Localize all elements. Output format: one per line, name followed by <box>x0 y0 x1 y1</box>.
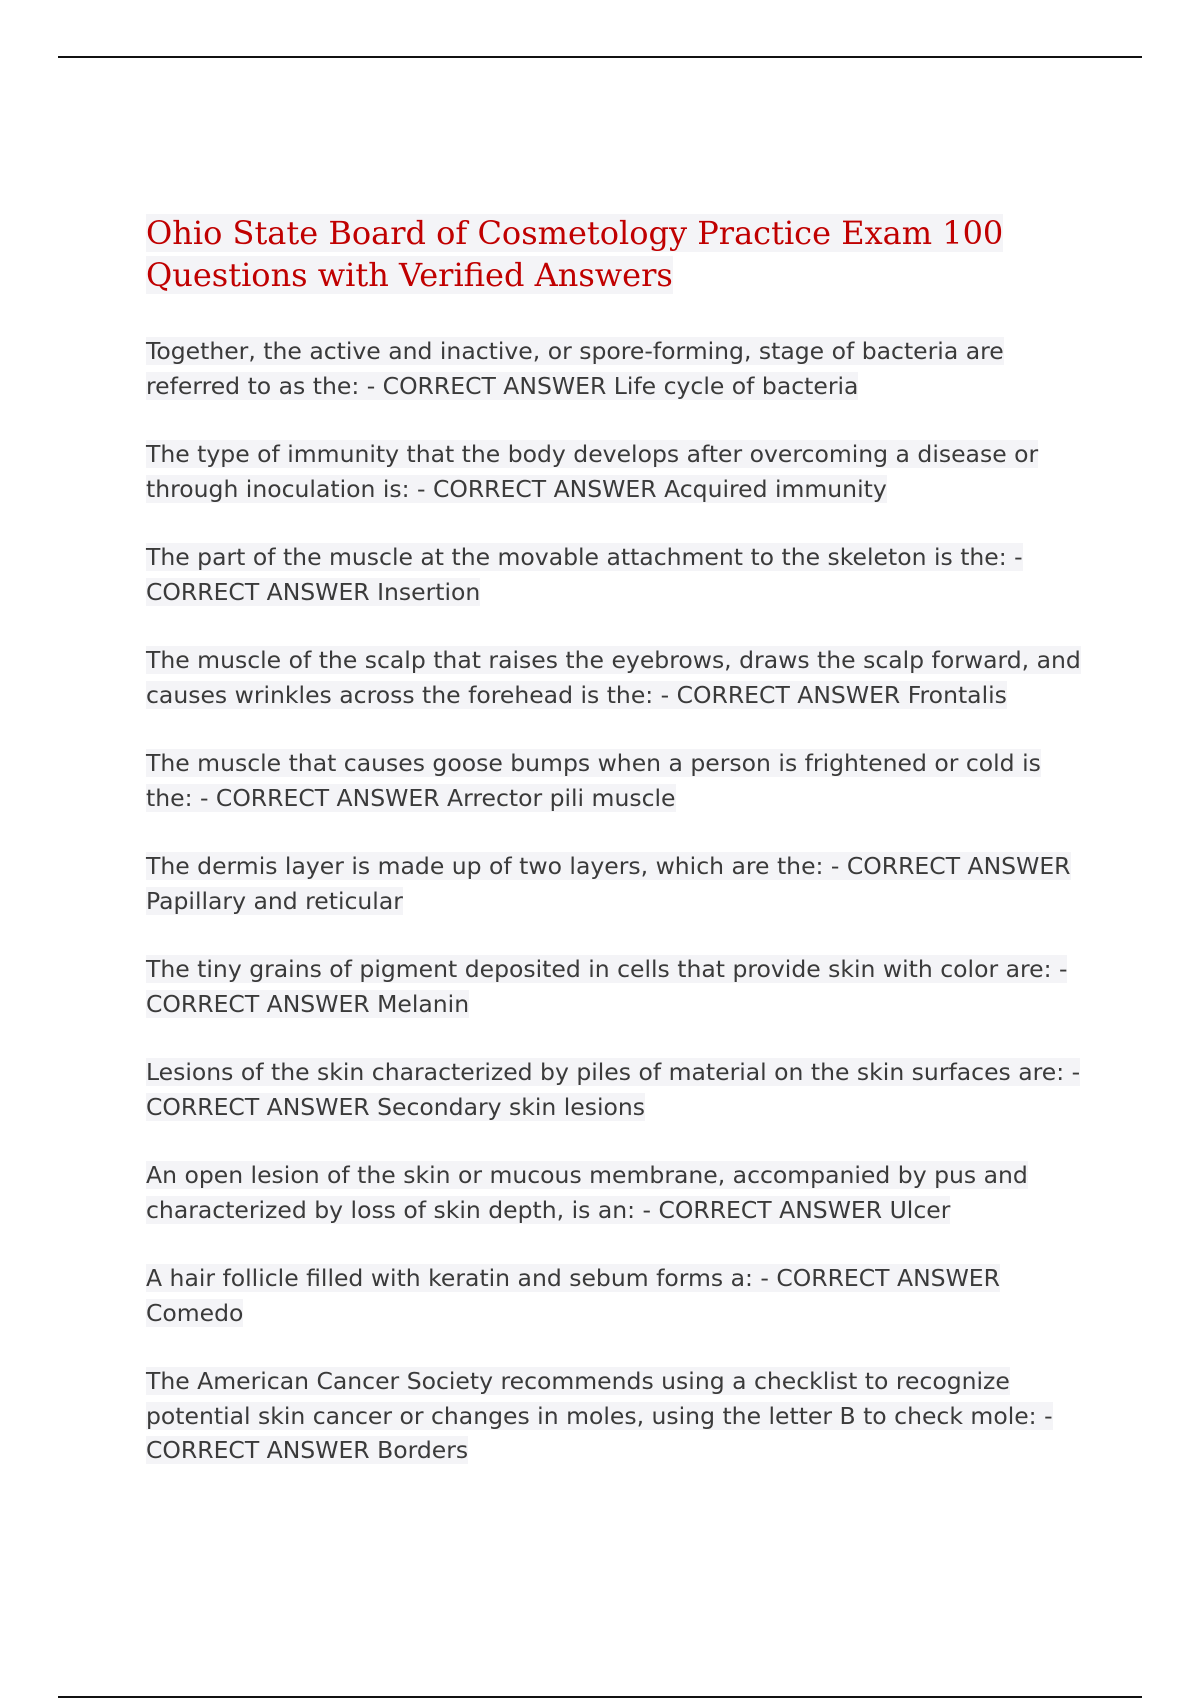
answer-text: Melanin <box>377 989 470 1018</box>
qa-item-10 <box>146 1261 1086 1330</box>
question-text: The type of immunity that the body develops after overcoming a disease or through inoculation is: <box>146 440 1039 503</box>
qa-item-4 <box>146 643 1086 712</box>
qa-item-8 <box>146 1055 1086 1124</box>
question-text: The part of the muscle at the movable attachment to the skeleton is the: <box>146 543 1007 571</box>
question-text: A hair follicle filled with keratin and sebum forms a: <box>146 1264 753 1292</box>
question-text: Lesions of the skin characterized by piles of material on the skin surfaces are: <box>146 1058 1065 1086</box>
qa-item-3 <box>146 540 1086 609</box>
answer-text: Acquired immunity <box>664 474 887 503</box>
answer-separator: - CORRECT ANSWER <box>409 474 665 503</box>
answer-separator: - CORRECT ANSWER <box>192 783 448 812</box>
header-rule <box>58 56 1142 58</box>
document-title <box>146 212 1006 296</box>
qa-item-9 <box>146 1158 1086 1227</box>
answer-separator: - CORRECT ANSWER <box>653 680 908 709</box>
answer-separator: - CORRECT ANSWER <box>635 1195 890 1224</box>
question-text: The muscle of the scalp that raises the eyebrows, draws the scalp forward, and causes wrinkles across the forehead is the: <box>146 646 1081 709</box>
answer-text: Secondary skin lesions <box>377 1092 646 1121</box>
answer-text: Papillary and reticular <box>146 886 403 915</box>
answer-text: Ulcer <box>889 1195 951 1224</box>
qa-item-1 <box>146 334 1086 403</box>
question-text: The tiny grains of pigment deposited in cells that provide skin with color are: <box>146 955 1052 983</box>
qa-item-11 <box>146 1364 1086 1468</box>
answer-separator: - CORRECT ANSWER <box>359 371 614 400</box>
document-title-text: Ohio State Board of Cosmetology Practice Exam 100 Questions with Verified Answers <box>146 214 1004 294</box>
answer-separator: - CORRECT ANSWER <box>146 1401 1053 1464</box>
question-text: The dermis layer is made up of two layers, which are the: <box>146 852 824 880</box>
answer-separator: - CORRECT ANSWER <box>146 955 1068 1018</box>
footer-rule <box>58 1696 1142 1698</box>
question-text: Together, the active and inactive, or spore-forming, stage of bacteria are referred to as the: <box>146 337 1004 400</box>
answer-text: Borders <box>377 1436 469 1464</box>
answer-text: Frontalis <box>907 680 1007 709</box>
answer-text: Life cycle of bacteria <box>613 371 859 400</box>
qa-item-2 <box>146 437 1086 506</box>
answer-text: Arrector pili muscle <box>447 783 676 812</box>
qa-item-6 <box>146 849 1086 918</box>
answer-separator: - CORRECT ANSWER <box>146 543 1023 606</box>
question-text: The muscle that causes goose bumps when a person is frightened or cold is the: <box>146 749 1041 812</box>
qa-item-5 <box>146 746 1086 815</box>
qa-list <box>146 334 1086 1502</box>
answer-text: Insertion <box>377 577 481 606</box>
question-text: An open lesion of the skin or mucous membrane, accompanied by pus and characterized by loss of skin depth, is an: <box>146 1161 1028 1224</box>
answer-separator: - CORRECT ANSWER <box>823 852 1071 880</box>
answer-separator: - CORRECT ANSWER <box>146 1058 1081 1121</box>
qa-item-7 <box>146 952 1086 1021</box>
question-text: The American Cancer Society recommends using a checklist to recognize potential skin cancer or changes in moles, using the letter B to check mole: <box>146 1367 1037 1430</box>
answer-text: Comedo <box>146 1298 244 1327</box>
answer-separator: - CORRECT ANSWER <box>752 1264 1000 1292</box>
